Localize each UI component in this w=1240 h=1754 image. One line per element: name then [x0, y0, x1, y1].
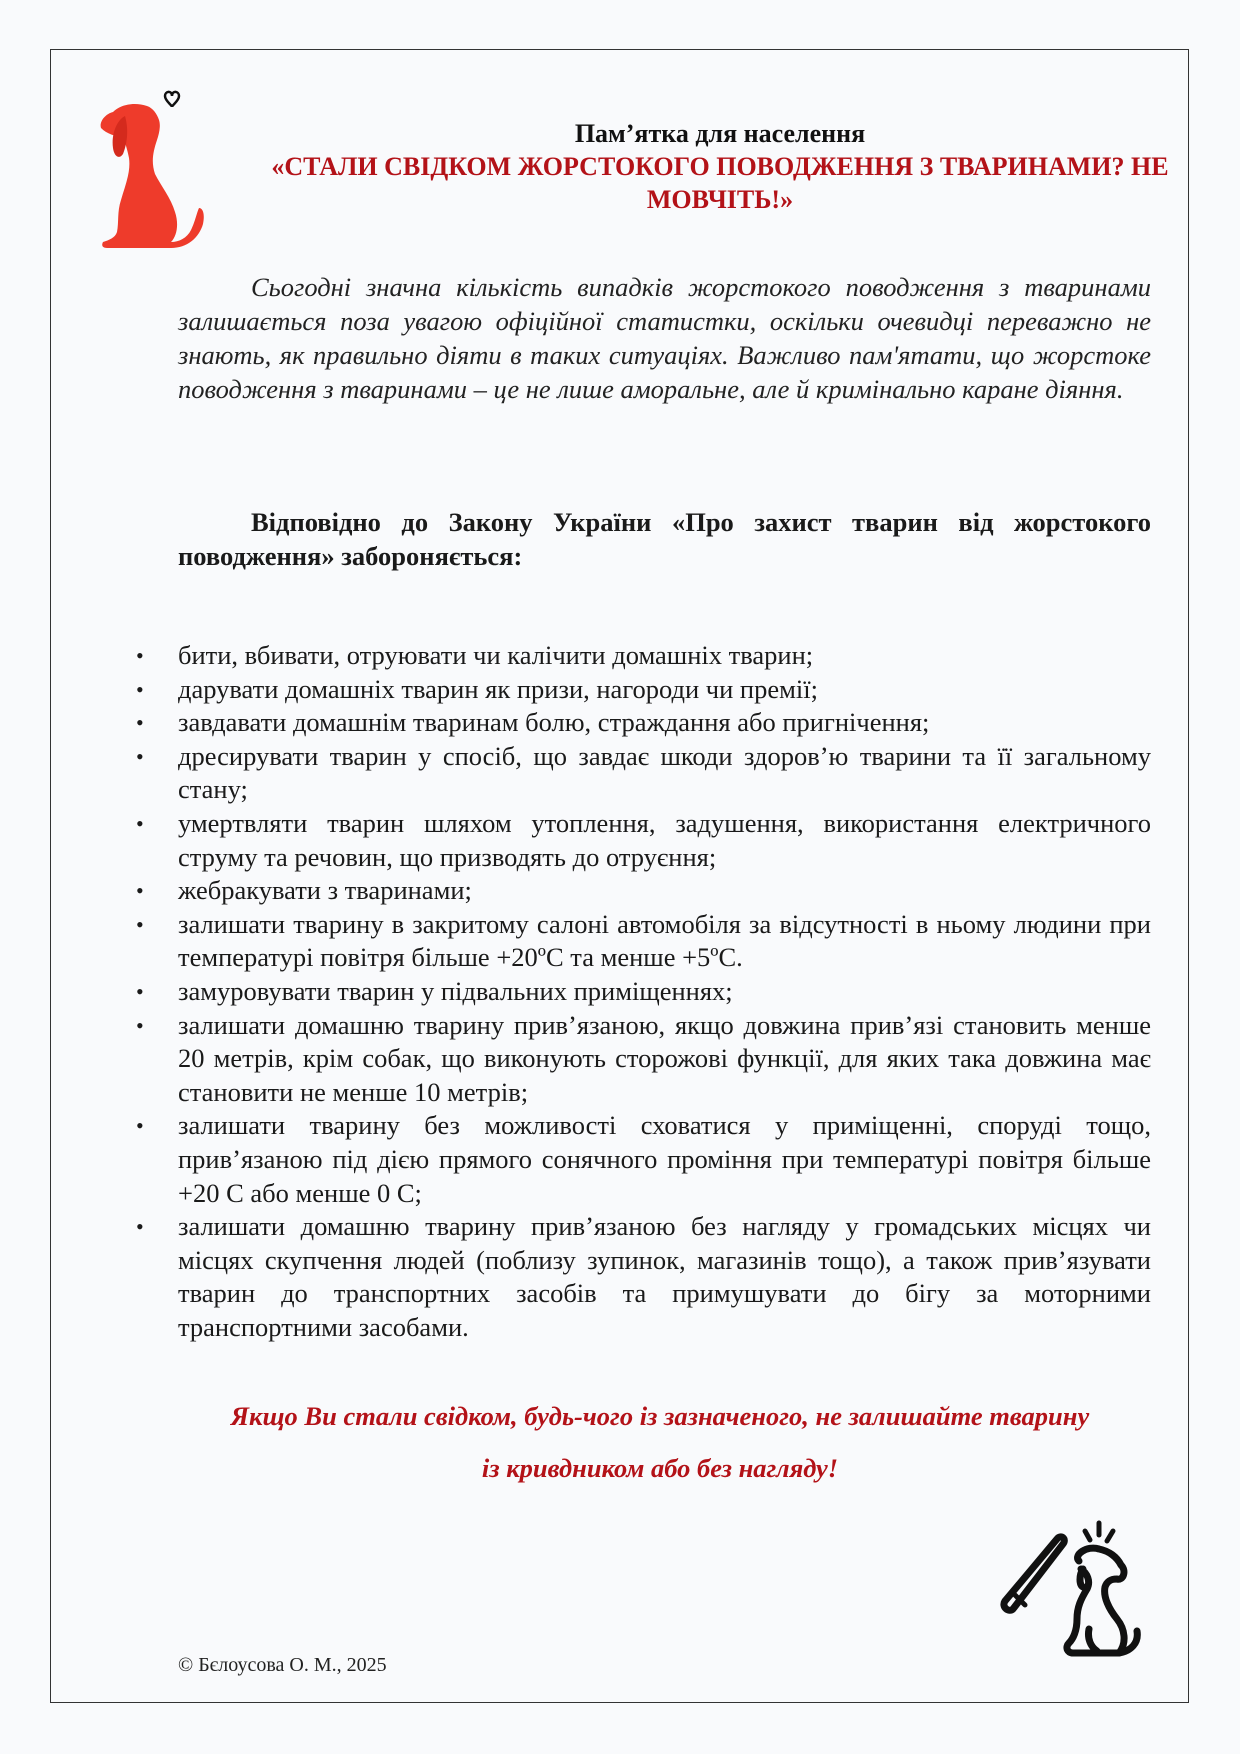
- red-dog-logo-icon: [95, 86, 210, 251]
- list-item: • залишати домашню тварину прив’язаною без нагляду у громадських місцях чи місцях скупчення людей (поблизу зупинок, магазинів тощо), а також прив’язувати тварин до транспортних засобів та примушувати до бігу за моторними транспортними засобами.: [178, 1210, 1151, 1344]
- list-item: • бити, вбивати, отруювати чи калічити домашніх тварин;: [178, 639, 1151, 673]
- list-item: • дресирувати тварин у спосіб, що завдає шкоди здоров’ю тварини та її загальному стану;: [178, 740, 1151, 807]
- warning-callout: [160, 1390, 1160, 1494]
- list-item: • дарувати домашніх тварин як призи, нагороди чи премії;: [178, 673, 1151, 707]
- warning-line-1: Якщо Ви стали свідком, будь-чого із зазначеного, не залишайте тварину: [230, 1401, 1090, 1431]
- list-item: • залишати тварину без можливості сховатися у приміщенні, споруді тощо, прив’язаною під дією прямого сонячного проміння при температурі повітря більше +20 С або менше 0 С;: [178, 1109, 1151, 1210]
- list-item: • умертвляти тварин шляхом утоплення, задушення, використання електричного струму та речовин, що призводять до отруєння;: [178, 807, 1151, 874]
- intro-paragraph: Сьогодні значна кількість випадків жорстокого поводження з тваринами залишається поза увагою офіційної статистки, оскільки очевидці переважно не знають, як правильно діяти в таких ситуаціях. Важливо пам'ятати, що жорстоке поводження з тваринами – це не лише аморальне, але й кримінально каране діяння.: [178, 272, 1151, 404]
- page-subtitle: «СТАЛИ СВІДКОМ ЖОРСТОКОГО ПОВОДЖЕННЯ З ТВАРИНАМИ? НЕ МОВЧІТЬ!»: [271, 152, 1169, 214]
- list-item: • жебракувати з тваринами;: [178, 874, 1151, 908]
- copyright-notice: © Бєлоусова О. М., 2025: [178, 1654, 387, 1676]
- document-header: [255, 117, 1185, 216]
- list-item: • замуровувати тварин у підвальних приміщеннях;: [178, 975, 1151, 1009]
- dog-with-stick-icon: [995, 1515, 1145, 1665]
- list-item: • залишати тварину в закритому салоні автомобіля за відсутності в ньому людини при температурі повітря більше +20ºС та менше +5ºС.: [178, 908, 1151, 975]
- law-heading: Відповідно до Закону України «Про захист тварин від жорстокого поводження» забороняється:: [178, 507, 1151, 571]
- page-title: Пам’ятка для населення: [574, 119, 866, 148]
- warning-line-2: із кривдником або без нагляду!: [481, 1453, 839, 1483]
- list-item: • залишати домашню тварину прив’язаною, якщо довжина прив’язі становить менше 20 метрів, крім собак, що виконують сторожові функції, для яких така довжина має становити не менше 10 метрів;: [178, 1009, 1151, 1110]
- list-item: • завдавати домашнім тваринам болю, страждання або пригнічення;: [178, 706, 1151, 740]
- prohibited-actions-list: [178, 639, 1151, 1344]
